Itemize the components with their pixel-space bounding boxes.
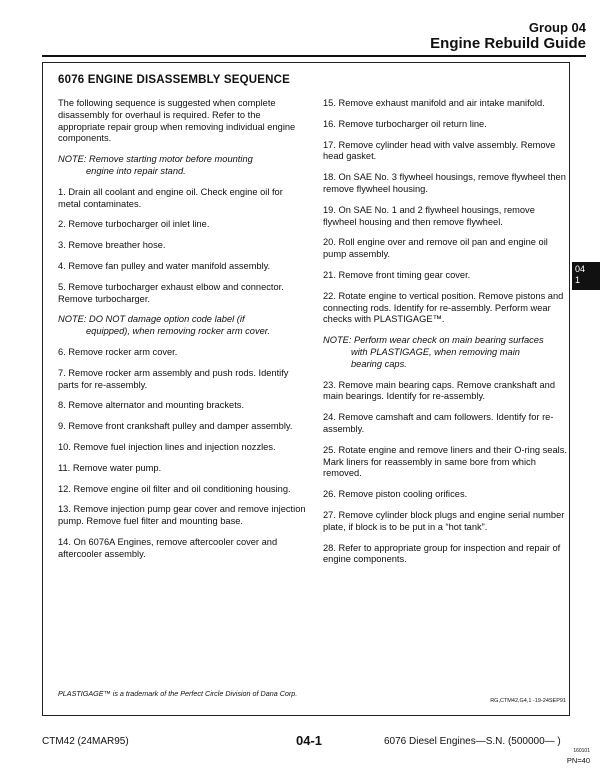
note-starting-motor [58,154,306,178]
step-10: 10. Remove fuel injection lines and injection nozzles. [58,441,276,452]
footer-pn: PN=40 [566,756,590,765]
left-column [58,98,306,570]
step-11: 11. Remove water pump. [58,462,162,473]
note-line: NOTE: Perform wear check on main bearing surfaces [323,335,544,346]
step-15: 15. Remove exhaust manifold and air intake manifold. [323,98,545,108]
step-12: 12. Remove engine oil filter and oil conditioning housing. [58,483,291,494]
step-6: 6. Remove rocker arm cover. [58,346,178,357]
step-22: 22. Rotate engine to vertical position. Remove pistons and connecting rods. Identify for re-assembly. Perform wear checks with PLASTIGAGE™. [323,290,564,325]
step-14: 14. On 6076A Engines, remove aftercooler cover and aftercooler assembly. [58,536,278,559]
step-3: 3. Remove breather hose. [58,240,166,251]
guide-title: Engine Rebuild Guide [430,35,586,52]
step-9: 9. Remove front crankshaft pulley and damper assembly. [58,421,293,432]
note-line: equipped), when removing rocker arm cover. [86,326,271,337]
step-1: 1. Drain all coolant and engine oil. Check engine oil for metal contaminates. [58,186,283,209]
step-24: 24. Remove camshaft and cam followers. Identify for re-assembly. [323,412,554,434]
step-13: 13. Remove injection pump gear cover and remove injection pump. Remove fuel filter and mounting base. [58,504,306,527]
step-23: 23. Remove main bearing caps. Remove crankshaft and main bearings. Identify for re-assembly. [323,379,556,402]
page-header [430,20,586,52]
note-line: NOTE: Remove starting motor before mounting [58,154,253,165]
note-line: with PLASTIGAGE, when removing main [351,346,520,357]
step-28: 28. Refer to appropriate group for inspection and repair of engine components. [323,542,561,565]
header-rule [42,55,586,57]
note-line: NOTE: DO NOT damage option code label (if [58,314,245,325]
trademark-footnote: PLASTIGAGE™ is a trademark of the Perfect Circle Division of Dana Corp. [58,689,298,698]
step-5: 5. Remove turbocharger exhaust elbow and connector. Remove turbocharger. [58,281,284,304]
note-line: engine into repair stand. [86,165,186,176]
step-18: 18. On SAE No. 3 flywheel housings, remove flywheel then remove flywheel housing. [323,172,566,194]
intro-paragraph: The following sequence is suggested when complete disassembly for overhaul is required. Refer to the appropriate repair group when removing individual engine components. [58,98,296,144]
note-plastigage [323,335,571,370]
footer-code: 160101 [573,748,590,754]
step-21: 21. Remove front timing gear cover. [323,269,471,280]
step-16: 16. Remove turbocharger oil return line. [323,118,487,129]
step-27: 27. Remove cylinder block plugs and engine serial number plate, if block is to be put in a “hot tank”. [323,509,565,532]
section-tab [572,262,600,290]
tab-group-number: 04 [575,264,586,274]
step-2: 2. Remove turbocharger oil inlet line. [58,219,210,230]
footer-manual-id: CTM42 (24MAR95) [42,736,129,747]
section-title: 6076 ENGINE DISASSEMBLY SEQUENCE [58,74,291,86]
note-line: bearing caps. [351,358,407,369]
step-8: 8. Remove alternator and mounting brackets. [58,400,245,411]
tab-page-number: 1 [575,275,581,285]
step-25: 25. Rotate engine and remove liners and their O-ring seals. Mark liners for reassembly in same bore from which removed. [323,444,567,479]
reference-code: RG,CTM42,G4,1 -19-24SEP91 [490,698,566,704]
step-7: 7. Remove rocker arm assembly and push rods. Identify parts for re-assembly. [58,367,289,390]
step-4: 4. Remove fan pulley and water manifold assembly. [58,260,271,271]
footer-page-number: 04-1 [296,733,323,748]
step-26: 26. Remove piston cooling orifices. [323,489,468,500]
group-label: Group 04 [528,20,586,35]
step-17: 17. Remove cylinder head with valve assembly. Remove head gasket. [323,139,556,162]
step-19: 19. On SAE No. 1 and 2 flywheel housings, remove flywheel housing and then remove flywheel. [323,204,535,227]
footer-engine-info: 6076 Diesel Engines—S.N. (500000— ) [384,736,561,747]
note-option-code [58,314,306,338]
right-column [323,98,571,575]
step-20: 20. Roll engine over and remove oil pan and engine oil pump assembly. [323,237,548,260]
